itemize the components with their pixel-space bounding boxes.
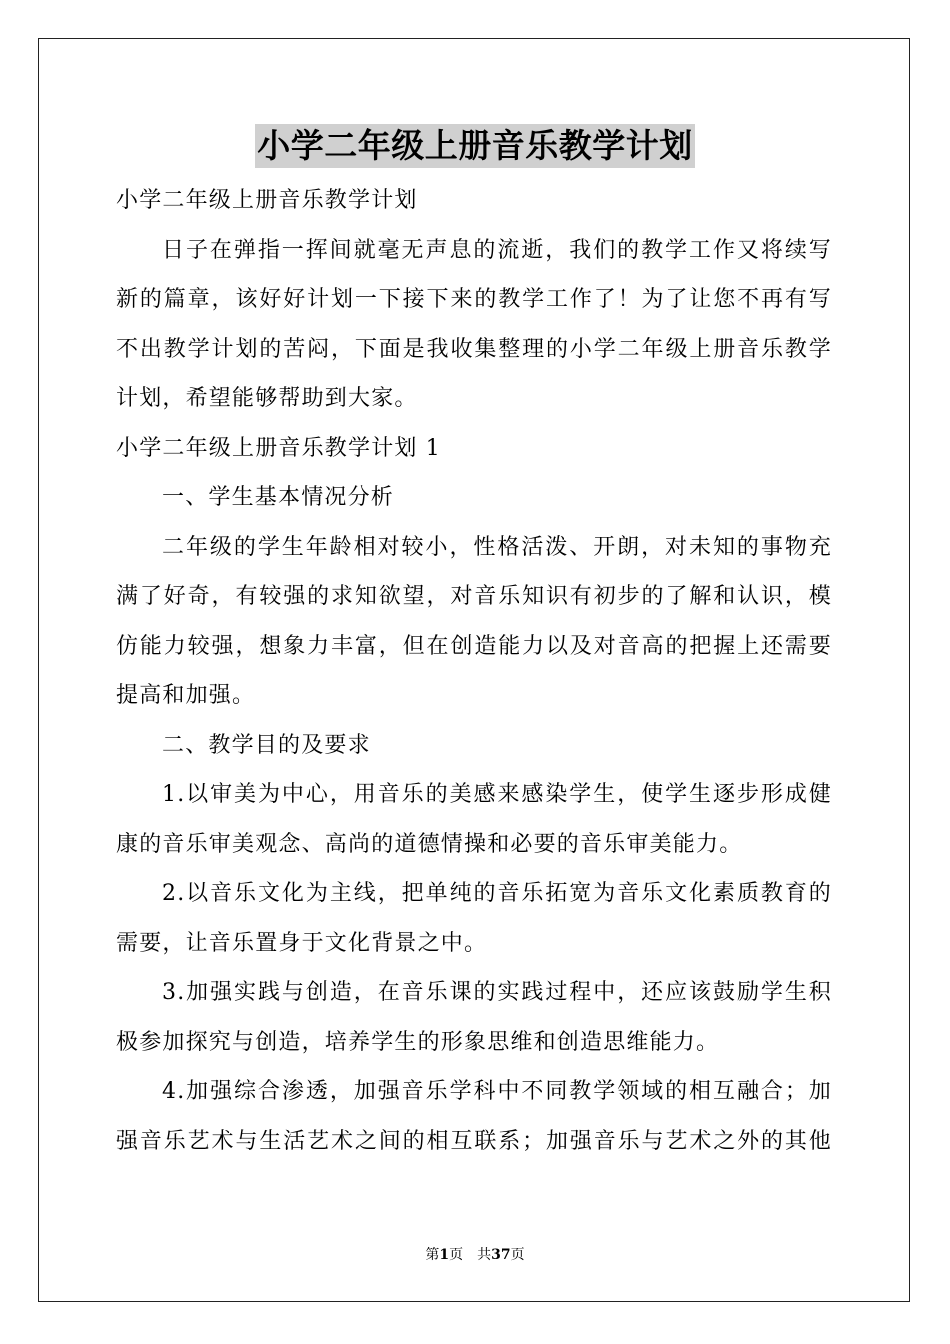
paragraph-line: 提高和加强。 [116,683,256,708]
paragraph-line: 新的篇章，该好好计划一下接下来的教学工作了！为了让您不再有写 [116,287,832,312]
section-heading: 小学二年级上册音乐教学计划 1 [116,435,441,461]
paragraph-line: 满了好奇，有较强的求知欲望，对音乐知识有初步的了解和认识，模 [116,584,832,609]
title-container [0,124,950,168]
document-title: 小学二年级上册音乐教学计划 [255,124,695,168]
paragraph-line: 日子在弹指一挥间就毫无声息的流逝，我们的教学工作又将续写 [162,237,832,263]
subsection-heading: 二、教学目的及要求 [162,732,371,758]
footer-suffix: 页 [510,1247,525,1263]
total-page-count: 37 [491,1247,511,1263]
list-item-line: 1.以审美为中心，用音乐的美感来感染学生，使学生逐步形成健 [162,782,832,807]
subtitle-line: 小学二年级上册音乐教学计划 [116,188,418,213]
document-body [116,176,832,1166]
list-item-line: 康的音乐审美观念、高尚的道德情操和必要的音乐审美能力。 [116,831,743,857]
page-footer [0,1246,950,1264]
paragraph-line: 二年级的学生年龄相对较小，性格活泼、开朗，对未知的事物充 [162,534,832,560]
list-item-line: 强音乐艺术与生活艺术之间的相互联系；加强音乐与艺术之外的其他 [116,1128,832,1154]
footer-mid: 页 共 [449,1247,492,1263]
list-item-line: 4.加强综合渗透，加强音乐学科中不同教学领域的相互融合；加 [162,1079,832,1104]
list-item-line: 3.加强实践与创造，在音乐课的实践过程中，还应该鼓励学生积 [162,980,832,1005]
current-page-number: 1 [439,1247,450,1263]
paragraph-line: 计划，希望能够帮助到大家。 [116,386,418,411]
paragraph-line: 仿能力较强，想象力丰富，但在创造能力以及对音高的把握上还需要 [116,633,832,659]
list-item-line: 2.以音乐文化为主线，把单纯的音乐拓宽为音乐文化素质教育的 [162,881,832,906]
list-item-line: 需要，让音乐置身于文化背景之中。 [116,930,488,956]
list-item-line: 极参加探究与创造，培养学生的形象思维和创造思维能力。 [116,1029,720,1055]
footer-prefix: 第 [425,1247,440,1263]
subsection-heading: 一、学生基本情况分析 [162,485,395,510]
paragraph-line: 不出教学计划的苦闷，下面是我收集整理的小学二年级上册音乐教学 [116,336,832,362]
